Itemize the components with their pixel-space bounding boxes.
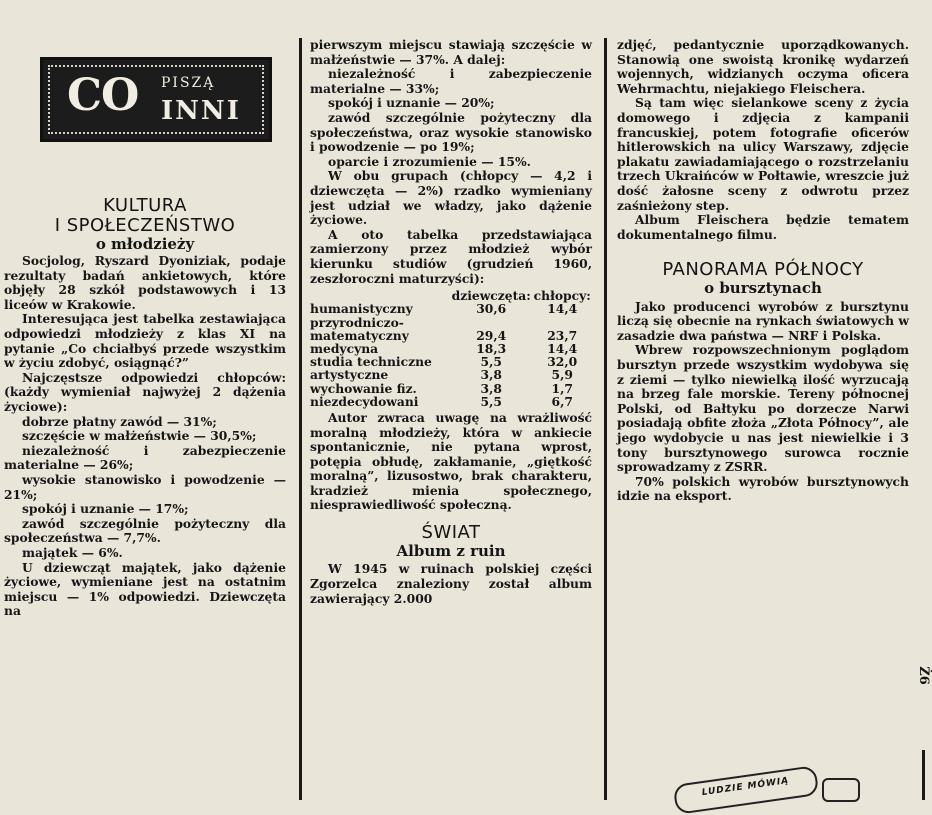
margin-mark: Ż6 <box>915 666 931 685</box>
paragraph: U dziewcząt majątek, jako dążenie życiowe, wymieniane jest na ostatnim miejscu — 1% odpowiedzi. Dziewczęta na <box>4 559 286 619</box>
list-item: dobrze płatny zawód — 31%; <box>22 413 217 429</box>
list-item: szczęście w małżeństwie — 30,5%; <box>22 428 257 444</box>
column-2 <box>310 38 592 606</box>
table-row: niezdecydowani 5,5 6,7 <box>310 393 573 409</box>
column-header-chlopcy: chłopcy: <box>533 288 591 304</box>
ludzie-mowia-stamp: LUDZIE MÓWIĄ <box>673 765 820 815</box>
paragraph: W obu grupach (chłopcy — 4,2 i dziewczęta — 2%) rzadko wymieniany jest udział we władzy, jako dążenie życiowe. <box>310 168 592 228</box>
section-title-kultura: KULTURA <box>103 195 187 216</box>
column-rule-right <box>604 38 607 800</box>
section-title-swiat: ŚWIAT <box>421 522 481 544</box>
study-choice-table <box>310 289 592 408</box>
paragraph: Najczęstsze odpowiedzi chłopców: (każdy wymieniał najwyżej 2 dążenia życiowe): <box>4 369 286 415</box>
subtitle-album-z-ruin: Album z ruin <box>396 541 506 560</box>
co-pisza-inni-logo: CO PISZĄ INNI <box>40 57 272 142</box>
list-item: zawód szczególnie pożyteczny dla społeczeństwa — 7,7%. <box>4 515 286 546</box>
paragraph: Interesująca jest tabelka zestawiająca odpowiedzi młodzieży z klas XI na pytanie „Co chciałbyś przede wszystkim w życiu zdobyć, osiągnąć?” <box>4 311 286 371</box>
list-item: zawód szczególnie pożyteczny dla społeczeństwa, oraz wysokie stanowisko i powodzenie — po 19%; <box>310 109 592 155</box>
paragraph: pierwszym miejscu stawiają szczęście w małżeństwie — 37%. A dalej: <box>310 37 592 67</box>
column-1 <box>4 196 286 619</box>
paragraph: Jako producenci wyrobów z bursztynu liczą się obecnie na rynkach światowych w zasadzie dwa państwa — NRF i Polska. <box>617 298 909 343</box>
column-header-dziewczeta: dziewczęta: <box>451 288 531 304</box>
subtitle-o-bursztynach: o bursztynach <box>704 279 822 298</box>
table-row: humanistyczny 30,6 14,4 <box>310 301 578 317</box>
stamp-box <box>822 778 860 802</box>
table-row: studia techniczne 5,5 32,0 <box>310 354 578 370</box>
paragraph: Wbrew rozpowszechnionym poglądom bursztyn przede wszystkim wydobywa się z ziemi — tylko niewielką ilość wyrzucają na brzeg fale morskie. Tereny północnej Polski, od Bałtyku po dorzecze Narwi posiadają obfite złoża „Złota Północy”, ale jego wydobycie u nas jest niewielkie i 3 tony bursztynowego surowca rocznie sprowadzamy z ZSRR. <box>617 342 909 475</box>
paragraph: Autor zwraca uwagę na wrażliwość moralną młodzieży, która w ankiecie spontanicznie, nie pytana wprost, potępia obłudę, zakłamanie, „giętkość moralną”, lizusostwo, brak charakteru, kradzież mienia społecznego, niesprawiedliwość społeczną. <box>310 409 592 513</box>
list-item: oparcie i zrozumienie — 15%. <box>328 153 531 169</box>
list-item: niezależność i zabezpieczenie materialne — 26%; <box>4 442 286 473</box>
list-item: majątek — 6%. <box>22 544 123 560</box>
list-item: spokój i uznanie — 20%; <box>328 95 495 111</box>
table-row: przyrodniczo-matematyczny 29,4 23,7 <box>310 314 578 343</box>
paragraph: Album Fleischera będzie tematem dokumentalnego filmu. <box>617 212 909 242</box>
table-row: medycyna 18,3 14,4 <box>310 340 578 356</box>
column-3 <box>617 38 909 504</box>
margin-bar <box>922 750 925 800</box>
paragraph: W 1945 w ruinach polskiej części Zgorzelca znaleziony został album zawierający 2.000 <box>310 561 592 606</box>
list-item: wysokie stanowisko i powodzenie — 21%; <box>4 472 286 502</box>
table-row: artystyczne 3,8 5,9 <box>310 367 573 383</box>
paragraph: Socjolog, Ryszard Dyoniziak, podaje rezultaty badań ankietowych, które objęły 28 szkół podstawowych i 13 liceów w Krakowie. <box>4 253 286 312</box>
section-title-spoleczenstwo: I SPOŁECZEŃSTWO <box>54 214 236 236</box>
paragraph: 70% polskich wyrobów bursztynowych idzie na eksport. <box>617 473 909 504</box>
list-item: niezależność i zabezpieczenie materialne — 33%; <box>310 66 592 96</box>
section-title-panorama-polnocy: PANORAMA PÓŁNOCY <box>662 259 864 281</box>
subtitle-o-mlodziezy: o młodzieży <box>95 234 195 253</box>
paragraph: Są tam więc sielankowe sceny z życia domowego i zdjęcia z kampanii francuskiej, potem fotografie oficerów hitlerowskich na ulicy Warszawy, zdjęcie plakatu zawiadamiającego o rozstrzelaniu trzech Ukraińców w Połtawie, wreszcie już dość żałosne sceny z odwrotu przez zaśnieżony step. <box>617 95 909 213</box>
column-rule-left <box>299 38 302 800</box>
paragraph: A oto tabelka przedstawiająca zamierzony przez młodzież wybór kierunku studiów (grudzień 1960, zeszłoroczni maturzyści): <box>310 226 592 286</box>
list-item: spokój i uznanie — 17%; <box>22 501 189 517</box>
table-row: wychowanie fiz. 3,8 1,7 <box>310 380 573 396</box>
paragraph: zdjęć, pedantycznie uporządkowanych. Stanowią one swoistą kronikę wydarzeń wojennych, widzianych oczyma oficera Wehrmachtu, niejakiego Fleischera. <box>617 37 909 96</box>
